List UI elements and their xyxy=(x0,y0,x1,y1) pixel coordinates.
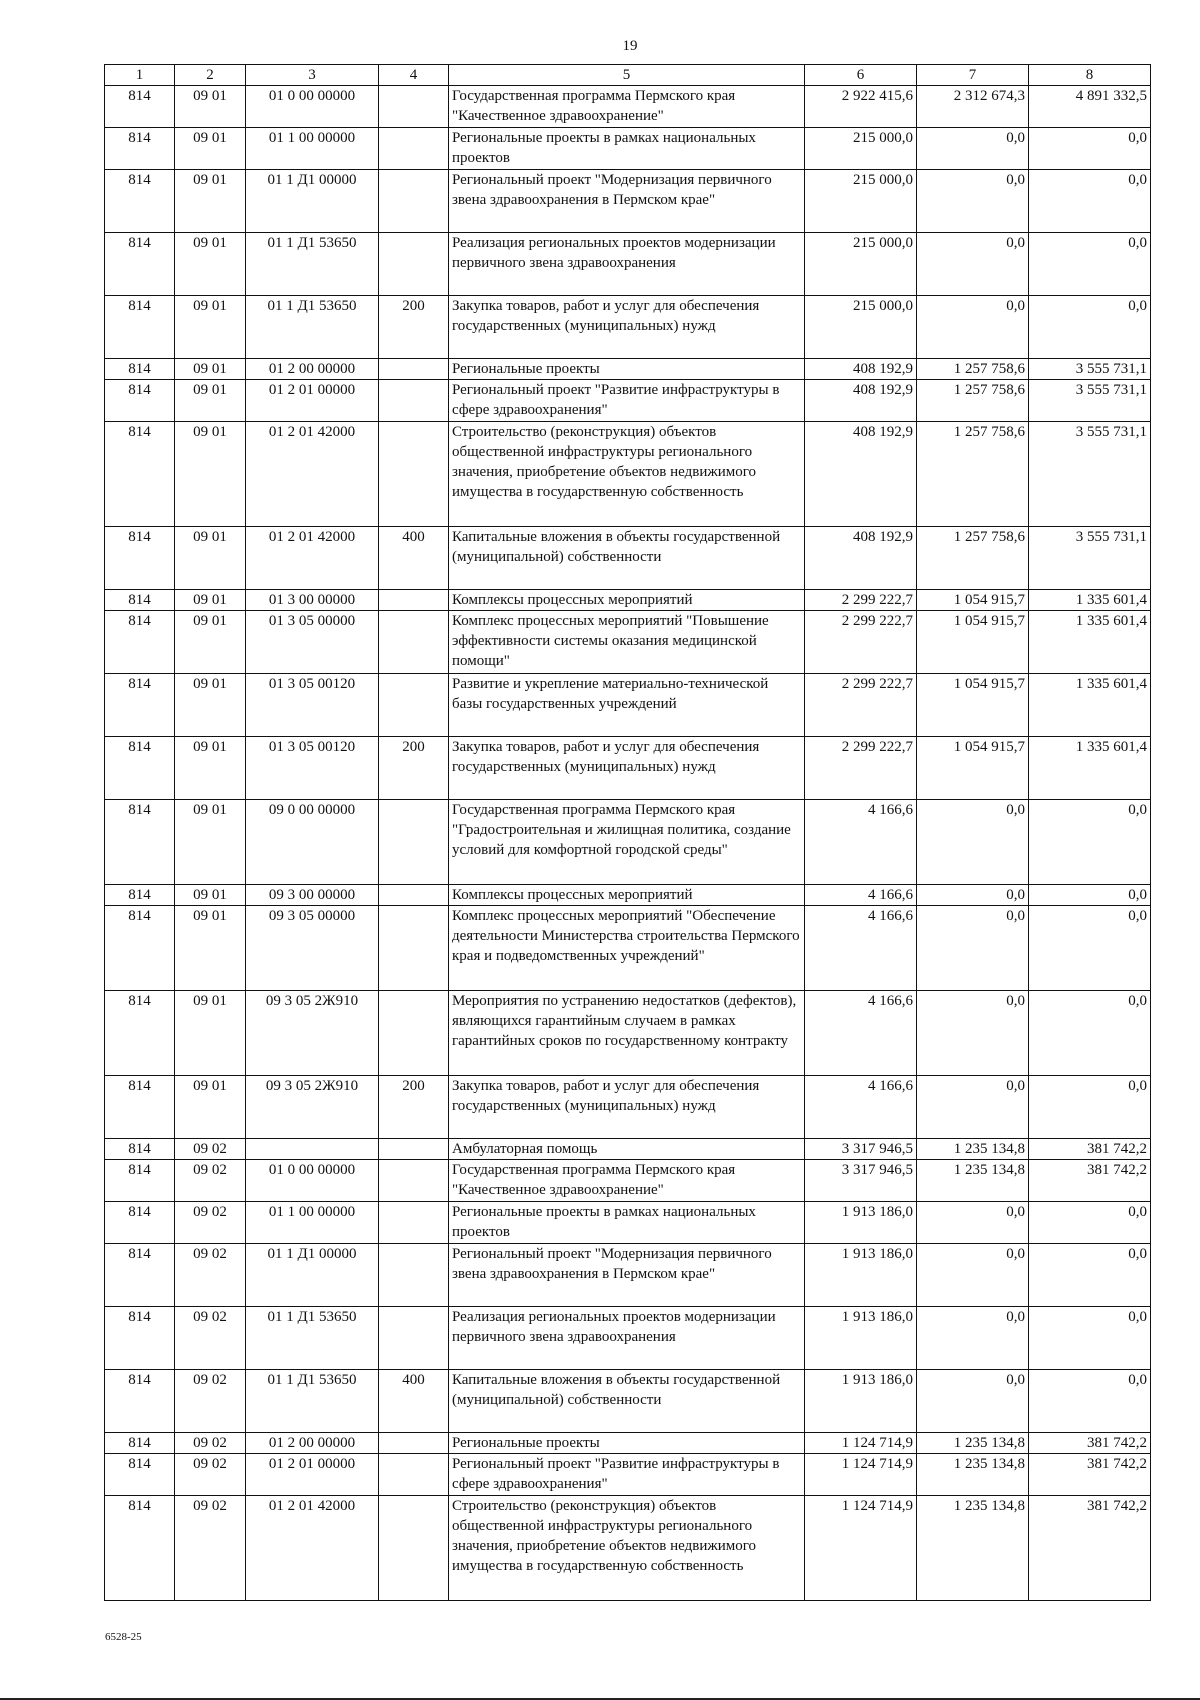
cell-description: Региональные проекты xyxy=(449,1433,805,1454)
header-col-5: 5 xyxy=(449,65,805,86)
table-row xyxy=(105,128,1151,170)
cell-value-2027: 1 335 601,4 xyxy=(1029,674,1151,737)
cell-value-2027: 1 335 601,4 xyxy=(1029,737,1151,800)
cell-expense-type xyxy=(379,1139,449,1160)
header-col-6: 6 xyxy=(805,65,917,86)
cell-description: Комплексы процессных мероприятий xyxy=(449,885,805,906)
cell-target-code: 01 3 05 00120 xyxy=(246,737,379,800)
cell-expense-type xyxy=(379,359,449,380)
header-col-2: 2 xyxy=(175,65,246,86)
cell-value-2027: 0,0 xyxy=(1029,1076,1151,1139)
cell-expense-type xyxy=(379,86,449,128)
cell-value-2025: 408 192,9 xyxy=(805,527,917,590)
cell-value-2026: 0,0 xyxy=(917,128,1029,170)
cell-value-2025: 2 299 222,7 xyxy=(805,611,917,674)
cell-target-code: 01 1 Д1 53650 xyxy=(246,1370,379,1433)
cell-section-code: 09 02 xyxy=(175,1160,246,1202)
cell-expense-type xyxy=(379,885,449,906)
cell-value-2027: 3 555 731,1 xyxy=(1029,359,1151,380)
cell-admin-code: 814 xyxy=(105,527,175,590)
cell-section-code: 09 01 xyxy=(175,611,246,674)
cell-admin-code: 814 xyxy=(105,128,175,170)
cell-value-2026: 1 257 758,6 xyxy=(917,422,1029,527)
cell-section-code: 09 02 xyxy=(175,1307,246,1370)
cell-value-2025: 408 192,9 xyxy=(805,422,917,527)
cell-expense-type xyxy=(379,674,449,737)
cell-description: Региональный проект "Модернизация первичного звена здравоохранения в Пермском крае" xyxy=(449,1244,805,1307)
cell-value-2026: 0,0 xyxy=(917,1244,1029,1307)
cell-admin-code: 814 xyxy=(105,1139,175,1160)
cell-expense-type xyxy=(379,906,449,991)
cell-target-code: 01 1 Д1 53650 xyxy=(246,233,379,296)
cell-description: Развитие и укрепление материально-технической базы государственных учреждений xyxy=(449,674,805,737)
cell-admin-code: 814 xyxy=(105,1307,175,1370)
cell-expense-type xyxy=(379,422,449,527)
cell-value-2027: 381 742,2 xyxy=(1029,1139,1151,1160)
cell-description: Региональный проект "Развитие инфраструктуры в сфере здравоохранения" xyxy=(449,1454,805,1496)
cell-section-code: 09 02 xyxy=(175,1244,246,1307)
cell-value-2026: 0,0 xyxy=(917,885,1029,906)
cell-description: Капитальные вложения в объекты государственной (муниципальной) собственности xyxy=(449,527,805,590)
cell-value-2026: 0,0 xyxy=(917,1307,1029,1370)
cell-expense-type xyxy=(379,800,449,885)
cell-value-2026: 1 235 134,8 xyxy=(917,1160,1029,1202)
cell-section-code: 09 01 xyxy=(175,991,246,1076)
cell-expense-type xyxy=(379,1202,449,1244)
cell-value-2027: 0,0 xyxy=(1029,1202,1151,1244)
cell-description: Реализация региональных проектов модернизации первичного звена здравоохранения xyxy=(449,233,805,296)
cell-section-code: 09 01 xyxy=(175,170,246,233)
cell-section-code: 09 02 xyxy=(175,1370,246,1433)
cell-target-code: 01 1 Д1 53650 xyxy=(246,296,379,359)
cell-value-2025: 4 166,6 xyxy=(805,906,917,991)
cell-value-2025: 3 317 946,5 xyxy=(805,1160,917,1202)
cell-expense-type xyxy=(379,170,449,233)
table-header xyxy=(105,65,1151,86)
cell-section-code: 09 02 xyxy=(175,1496,246,1601)
cell-section-code: 09 01 xyxy=(175,128,246,170)
cell-target-code: 01 1 00 00000 xyxy=(246,1202,379,1244)
table-body xyxy=(105,86,1151,1601)
cell-value-2027: 3 555 731,1 xyxy=(1029,380,1151,422)
cell-section-code: 09 01 xyxy=(175,296,246,359)
cell-description: Закупка товаров, работ и услуг для обеспечения государственных (муниципальных) нужд xyxy=(449,296,805,359)
cell-admin-code: 814 xyxy=(105,674,175,737)
cell-value-2025: 4 166,6 xyxy=(805,885,917,906)
cell-section-code: 09 01 xyxy=(175,674,246,737)
cell-admin-code: 814 xyxy=(105,422,175,527)
cell-admin-code: 814 xyxy=(105,359,175,380)
cell-value-2027: 0,0 xyxy=(1029,991,1151,1076)
table-row xyxy=(105,906,1151,991)
cell-value-2025: 1 913 186,0 xyxy=(805,1202,917,1244)
cell-description: Комплекс процессных мероприятий "Обеспечение деятельности Министерства строительства Пермского края и подведомственных учреждений" xyxy=(449,906,805,991)
cell-admin-code: 814 xyxy=(105,1454,175,1496)
cell-expense-type xyxy=(379,1433,449,1454)
cell-value-2027: 1 335 601,4 xyxy=(1029,611,1151,674)
cell-target-code: 01 0 00 00000 xyxy=(246,1160,379,1202)
cell-value-2026: 1 054 915,7 xyxy=(917,611,1029,674)
table-row xyxy=(105,1202,1151,1244)
cell-expense-type xyxy=(379,128,449,170)
cell-admin-code: 814 xyxy=(105,86,175,128)
table-row xyxy=(105,86,1151,128)
document-code: 6528-25 xyxy=(105,1631,142,1643)
cell-admin-code: 814 xyxy=(105,233,175,296)
cell-target-code: 01 3 00 00000 xyxy=(246,590,379,611)
cell-expense-type xyxy=(379,1496,449,1601)
cell-admin-code: 814 xyxy=(105,380,175,422)
cell-target-code: 09 3 05 00000 xyxy=(246,906,379,991)
cell-section-code: 09 01 xyxy=(175,906,246,991)
cell-value-2026: 0,0 xyxy=(917,800,1029,885)
cell-description: Региональные проекты в рамках национальных проектов xyxy=(449,128,805,170)
cell-admin-code: 814 xyxy=(105,800,175,885)
header-row xyxy=(105,65,1151,86)
cell-target-code: 01 2 01 42000 xyxy=(246,1496,379,1601)
cell-description: Региональный проект "Модернизация первичного звена здравоохранения в Пермском крае" xyxy=(449,170,805,233)
table-row xyxy=(105,527,1151,590)
cell-value-2027: 381 742,2 xyxy=(1029,1496,1151,1601)
cell-expense-type: 200 xyxy=(379,296,449,359)
cell-target-code: 01 2 01 42000 xyxy=(246,527,379,590)
table-row xyxy=(105,611,1151,674)
cell-target-code: 01 3 05 00000 xyxy=(246,611,379,674)
cell-value-2025: 215 000,0 xyxy=(805,128,917,170)
cell-description: Капитальные вложения в объекты государственной (муниципальной) собственности xyxy=(449,1370,805,1433)
cell-value-2026: 0,0 xyxy=(917,906,1029,991)
cell-section-code: 09 02 xyxy=(175,1454,246,1496)
cell-value-2025: 4 166,6 xyxy=(805,1076,917,1139)
cell-description: Комплекс процессных мероприятий "Повышение эффективности системы оказания медицинской помощи" xyxy=(449,611,805,674)
cell-admin-code: 814 xyxy=(105,1370,175,1433)
cell-description: Строительство (реконструкция) объектов общественной инфраструктуры регионального значения, приобретение объектов недвижимого имущества в государственную собственность xyxy=(449,422,805,527)
table-row xyxy=(105,422,1151,527)
cell-expense-type xyxy=(379,611,449,674)
cell-section-code: 09 01 xyxy=(175,1076,246,1139)
cell-value-2027: 1 335 601,4 xyxy=(1029,590,1151,611)
cell-value-2026: 1 257 758,6 xyxy=(917,527,1029,590)
cell-description: Амбулаторная помощь xyxy=(449,1139,805,1160)
cell-value-2025: 215 000,0 xyxy=(805,296,917,359)
cell-value-2026: 1 235 134,8 xyxy=(917,1433,1029,1454)
cell-value-2025: 2 299 222,7 xyxy=(805,590,917,611)
cell-target-code: 01 2 01 00000 xyxy=(246,1454,379,1496)
cell-target-code: 01 2 01 42000 xyxy=(246,422,379,527)
cell-value-2026: 1 257 758,6 xyxy=(917,359,1029,380)
cell-value-2026: 2 312 674,3 xyxy=(917,86,1029,128)
cell-description: Региональные проекты в рамках национальных проектов xyxy=(449,1202,805,1244)
header-col-3: 3 xyxy=(246,65,379,86)
cell-value-2027: 3 555 731,1 xyxy=(1029,527,1151,590)
cell-value-2026: 1 235 134,8 xyxy=(917,1454,1029,1496)
cell-value-2025: 3 317 946,5 xyxy=(805,1139,917,1160)
cell-value-2027: 381 742,2 xyxy=(1029,1433,1151,1454)
cell-expense-type: 200 xyxy=(379,1076,449,1139)
cell-value-2025: 1 913 186,0 xyxy=(805,1370,917,1433)
cell-description: Региональный проект "Развитие инфраструктуры в сфере здравоохранения" xyxy=(449,380,805,422)
cell-value-2026: 0,0 xyxy=(917,1370,1029,1433)
cell-value-2027: 0,0 xyxy=(1029,233,1151,296)
cell-description: Строительство (реконструкция) объектов общественной инфраструктуры регионального значения, приобретение объектов недвижимого имущества в государственную собственность xyxy=(449,1496,805,1601)
cell-value-2026: 1 235 134,8 xyxy=(917,1139,1029,1160)
cell-target-code: 01 3 05 00120 xyxy=(246,674,379,737)
cell-target-code: 09 3 05 2Ж910 xyxy=(246,991,379,1076)
cell-value-2025: 2 922 415,6 xyxy=(805,86,917,128)
cell-target-code: 09 3 00 00000 xyxy=(246,885,379,906)
table-row xyxy=(105,674,1151,737)
cell-value-2025: 4 166,6 xyxy=(805,800,917,885)
cell-description: Государственная программа Пермского края "Градостроительная и жилищная политика, создание условий для комфортной городской среды" xyxy=(449,800,805,885)
cell-section-code: 09 01 xyxy=(175,233,246,296)
cell-target-code: 01 2 00 00000 xyxy=(246,359,379,380)
cell-admin-code: 814 xyxy=(105,991,175,1076)
cell-target-code: 09 0 00 00000 xyxy=(246,800,379,885)
cell-expense-type xyxy=(379,1454,449,1496)
cell-value-2027: 0,0 xyxy=(1029,906,1151,991)
cell-value-2025: 4 166,6 xyxy=(805,991,917,1076)
cell-value-2026: 1 235 134,8 xyxy=(917,1496,1029,1601)
cell-expense-type xyxy=(379,1307,449,1370)
cell-section-code: 09 01 xyxy=(175,885,246,906)
cell-description: Закупка товаров, работ и услуг для обеспечения государственных (муниципальных) нужд xyxy=(449,1076,805,1139)
cell-value-2027: 0,0 xyxy=(1029,800,1151,885)
table-row xyxy=(105,296,1151,359)
table-row xyxy=(105,1496,1151,1601)
cell-description: Закупка товаров, работ и услуг для обеспечения государственных (муниципальных) нужд xyxy=(449,737,805,800)
cell-target-code: 09 3 05 2Ж910 xyxy=(246,1076,379,1139)
cell-description: Реализация региональных проектов модернизации первичного звена здравоохранения xyxy=(449,1307,805,1370)
cell-value-2026: 0,0 xyxy=(917,1076,1029,1139)
cell-section-code: 09 02 xyxy=(175,1139,246,1160)
cell-value-2027: 0,0 xyxy=(1029,296,1151,359)
cell-section-code: 09 01 xyxy=(175,359,246,380)
cell-admin-code: 814 xyxy=(105,1496,175,1601)
header-col-7: 7 xyxy=(917,65,1029,86)
cell-expense-type: 200 xyxy=(379,737,449,800)
table-row xyxy=(105,590,1151,611)
cell-value-2027: 0,0 xyxy=(1029,885,1151,906)
cell-description: Государственная программа Пермского края "Качественное здравоохранение" xyxy=(449,1160,805,1202)
cell-section-code: 09 02 xyxy=(175,1433,246,1454)
table-row xyxy=(105,170,1151,233)
cell-target-code: 01 1 00 00000 xyxy=(246,128,379,170)
cell-target-code xyxy=(246,1139,379,1160)
table-row xyxy=(105,1370,1151,1433)
cell-section-code: 09 01 xyxy=(175,380,246,422)
table-row xyxy=(105,1139,1151,1160)
cell-admin-code: 814 xyxy=(105,590,175,611)
cell-admin-code: 814 xyxy=(105,885,175,906)
cell-value-2025: 1 913 186,0 xyxy=(805,1307,917,1370)
cell-description: Мероприятия по устранению недостатков (дефектов), являющихся гарантийным случаем в рамках гарантийных сроков по государственному контракту xyxy=(449,991,805,1076)
header-col-4: 4 xyxy=(379,65,449,86)
cell-description: Государственная программа Пермского края "Качественное здравоохранение" xyxy=(449,86,805,128)
cell-target-code: 01 1 Д1 00000 xyxy=(246,1244,379,1307)
cell-expense-type: 400 xyxy=(379,527,449,590)
cell-target-code: 01 0 00 00000 xyxy=(246,86,379,128)
cell-admin-code: 814 xyxy=(105,1202,175,1244)
cell-target-code: 01 1 Д1 53650 xyxy=(246,1307,379,1370)
cell-value-2027: 0,0 xyxy=(1029,128,1151,170)
cell-admin-code: 814 xyxy=(105,906,175,991)
cell-value-2026: 1 054 915,7 xyxy=(917,590,1029,611)
cell-value-2025: 215 000,0 xyxy=(805,233,917,296)
cell-value-2026: 1 054 915,7 xyxy=(917,737,1029,800)
cell-description: Комплексы процессных мероприятий xyxy=(449,590,805,611)
cell-section-code: 09 01 xyxy=(175,800,246,885)
cell-value-2027: 381 742,2 xyxy=(1029,1454,1151,1496)
cell-value-2025: 1 913 186,0 xyxy=(805,1244,917,1307)
table-row xyxy=(105,1307,1151,1370)
cell-target-code: 01 2 00 00000 xyxy=(246,1433,379,1454)
cell-expense-type: 400 xyxy=(379,1370,449,1433)
cell-admin-code: 814 xyxy=(105,1244,175,1307)
cell-value-2027: 0,0 xyxy=(1029,1307,1151,1370)
cell-value-2026: 1 257 758,6 xyxy=(917,380,1029,422)
cell-expense-type xyxy=(379,991,449,1076)
table-row xyxy=(105,1244,1151,1307)
cell-value-2025: 1 124 714,9 xyxy=(805,1433,917,1454)
cell-value-2026: 1 054 915,7 xyxy=(917,674,1029,737)
cell-section-code: 09 01 xyxy=(175,590,246,611)
cell-target-code: 01 1 Д1 00000 xyxy=(246,170,379,233)
cell-description: Региональные проекты xyxy=(449,359,805,380)
cell-value-2025: 1 124 714,9 xyxy=(805,1454,917,1496)
cell-section-code: 09 02 xyxy=(175,1202,246,1244)
cell-expense-type xyxy=(379,380,449,422)
table-row xyxy=(105,233,1151,296)
table-row xyxy=(105,359,1151,380)
header-col-8: 8 xyxy=(1029,65,1151,86)
cell-value-2027: 4 891 332,5 xyxy=(1029,86,1151,128)
cell-value-2026: 0,0 xyxy=(917,170,1029,233)
budget-table xyxy=(104,64,1151,1601)
header-col-1: 1 xyxy=(105,65,175,86)
cell-value-2026: 0,0 xyxy=(917,296,1029,359)
cell-value-2025: 1 124 714,9 xyxy=(805,1496,917,1601)
cell-expense-type xyxy=(379,233,449,296)
cell-value-2026: 0,0 xyxy=(917,991,1029,1076)
cell-value-2027: 0,0 xyxy=(1029,170,1151,233)
cell-value-2025: 408 192,9 xyxy=(805,359,917,380)
cell-section-code: 09 01 xyxy=(175,86,246,128)
cell-value-2027: 0,0 xyxy=(1029,1244,1151,1307)
cell-admin-code: 814 xyxy=(105,1160,175,1202)
page-number: 19 xyxy=(622,38,638,54)
table-row xyxy=(105,1454,1151,1496)
cell-value-2026: 0,0 xyxy=(917,1202,1029,1244)
cell-expense-type xyxy=(379,1160,449,1202)
cell-expense-type xyxy=(379,590,449,611)
cell-admin-code: 814 xyxy=(105,611,175,674)
cell-value-2027: 381 742,2 xyxy=(1029,1160,1151,1202)
cell-target-code: 01 2 01 00000 xyxy=(246,380,379,422)
cell-value-2025: 2 299 222,7 xyxy=(805,674,917,737)
table-row xyxy=(105,737,1151,800)
cell-section-code: 09 01 xyxy=(175,527,246,590)
cell-admin-code: 814 xyxy=(105,737,175,800)
cell-admin-code: 814 xyxy=(105,1076,175,1139)
table-row xyxy=(105,1076,1151,1139)
table-row xyxy=(105,1433,1151,1454)
table-row xyxy=(105,991,1151,1076)
cell-admin-code: 814 xyxy=(105,296,175,359)
cell-value-2025: 215 000,0 xyxy=(805,170,917,233)
cell-value-2026: 0,0 xyxy=(917,233,1029,296)
cell-expense-type xyxy=(379,1244,449,1307)
cell-value-2027: 3 555 731,1 xyxy=(1029,422,1151,527)
table-row xyxy=(105,1160,1151,1202)
cell-admin-code: 814 xyxy=(105,1433,175,1454)
cell-value-2025: 408 192,9 xyxy=(805,380,917,422)
table-row xyxy=(105,380,1151,422)
cell-value-2025: 2 299 222,7 xyxy=(805,737,917,800)
cell-section-code: 09 01 xyxy=(175,737,246,800)
cell-section-code: 09 01 xyxy=(175,422,246,527)
cell-admin-code: 814 xyxy=(105,170,175,233)
cell-value-2027: 0,0 xyxy=(1029,1370,1151,1433)
table-row xyxy=(105,885,1151,906)
table-row xyxy=(105,800,1151,885)
